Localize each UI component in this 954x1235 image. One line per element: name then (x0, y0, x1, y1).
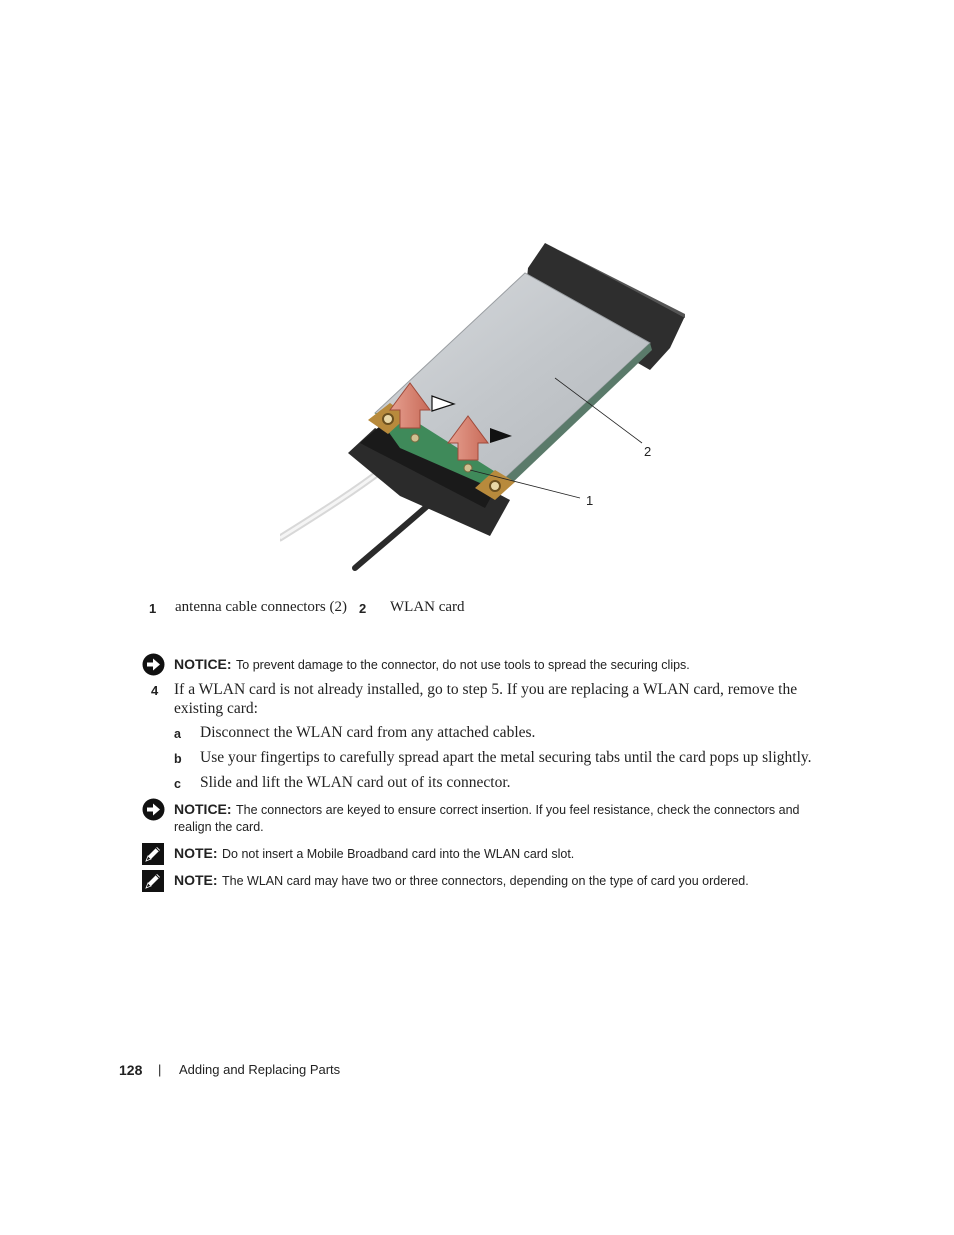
step-text-line1: If a WLAN card is not already installed, go to step 5. If you are replacing a WLAN card, remove the (174, 681, 798, 698)
caption-label-1: antenna cable connectors (2) (175, 599, 347, 615)
notice-1 (174, 656, 690, 674)
page-number: 128 (119, 1062, 143, 1078)
notice-2 (174, 801, 800, 819)
note-pencil-icon (142, 870, 164, 897)
substep-text: Slide and lift the WLAN card out of its connector. (200, 774, 511, 791)
notice-label: NOTICE: (174, 656, 232, 672)
footer-separator: | (158, 1062, 162, 1077)
substep-letter: c (174, 777, 181, 791)
note-text: Do not insert a Mobile Broadband card into the WLAN card slot. (222, 847, 575, 861)
substep-letter: b (174, 752, 182, 766)
notice-text: The connectors are keyed to ensure correct insertion. If you feel resistance, check the connectors and (236, 803, 800, 817)
wlan-card-illustration (280, 238, 700, 578)
note-label: NOTE: (174, 845, 218, 861)
note-text: The WLAN card may have two or three connectors, depending on the type of card you ordered. (222, 874, 749, 888)
antenna-connector-2 (464, 464, 472, 472)
caption-label-2: WLAN card (390, 599, 465, 615)
step-text-line2: existing card: (174, 700, 258, 717)
footer-section-title: Adding and Replacing Parts (179, 1062, 341, 1077)
note-pencil-icon (142, 843, 164, 870)
substep-text: Use your fingertips to carefully spread apart the metal securing tabs until the card pops up slightly. (200, 749, 812, 766)
callout-1: 1 (586, 493, 594, 508)
substep-text: Disconnect the WLAN card from any attached cables. (200, 724, 536, 741)
notice-text-line2: realign the card. (174, 820, 264, 834)
caption-num-1: 1 (149, 601, 157, 616)
notice-icon (142, 798, 165, 826)
callout-2: 2 (644, 444, 652, 459)
notice-label: NOTICE: (174, 801, 232, 817)
note-1 (174, 845, 574, 863)
substep-letter: a (174, 727, 181, 741)
notice-text: To prevent damage to the connector, do not use tools to spread the securing clips. (236, 658, 690, 672)
note-label: NOTE: (174, 872, 218, 888)
notice-icon (142, 653, 165, 681)
antenna-connector-1 (411, 434, 419, 442)
caption-num-2: 2 (359, 601, 367, 616)
step-number: 4 (151, 683, 159, 698)
note-2 (174, 872, 749, 890)
